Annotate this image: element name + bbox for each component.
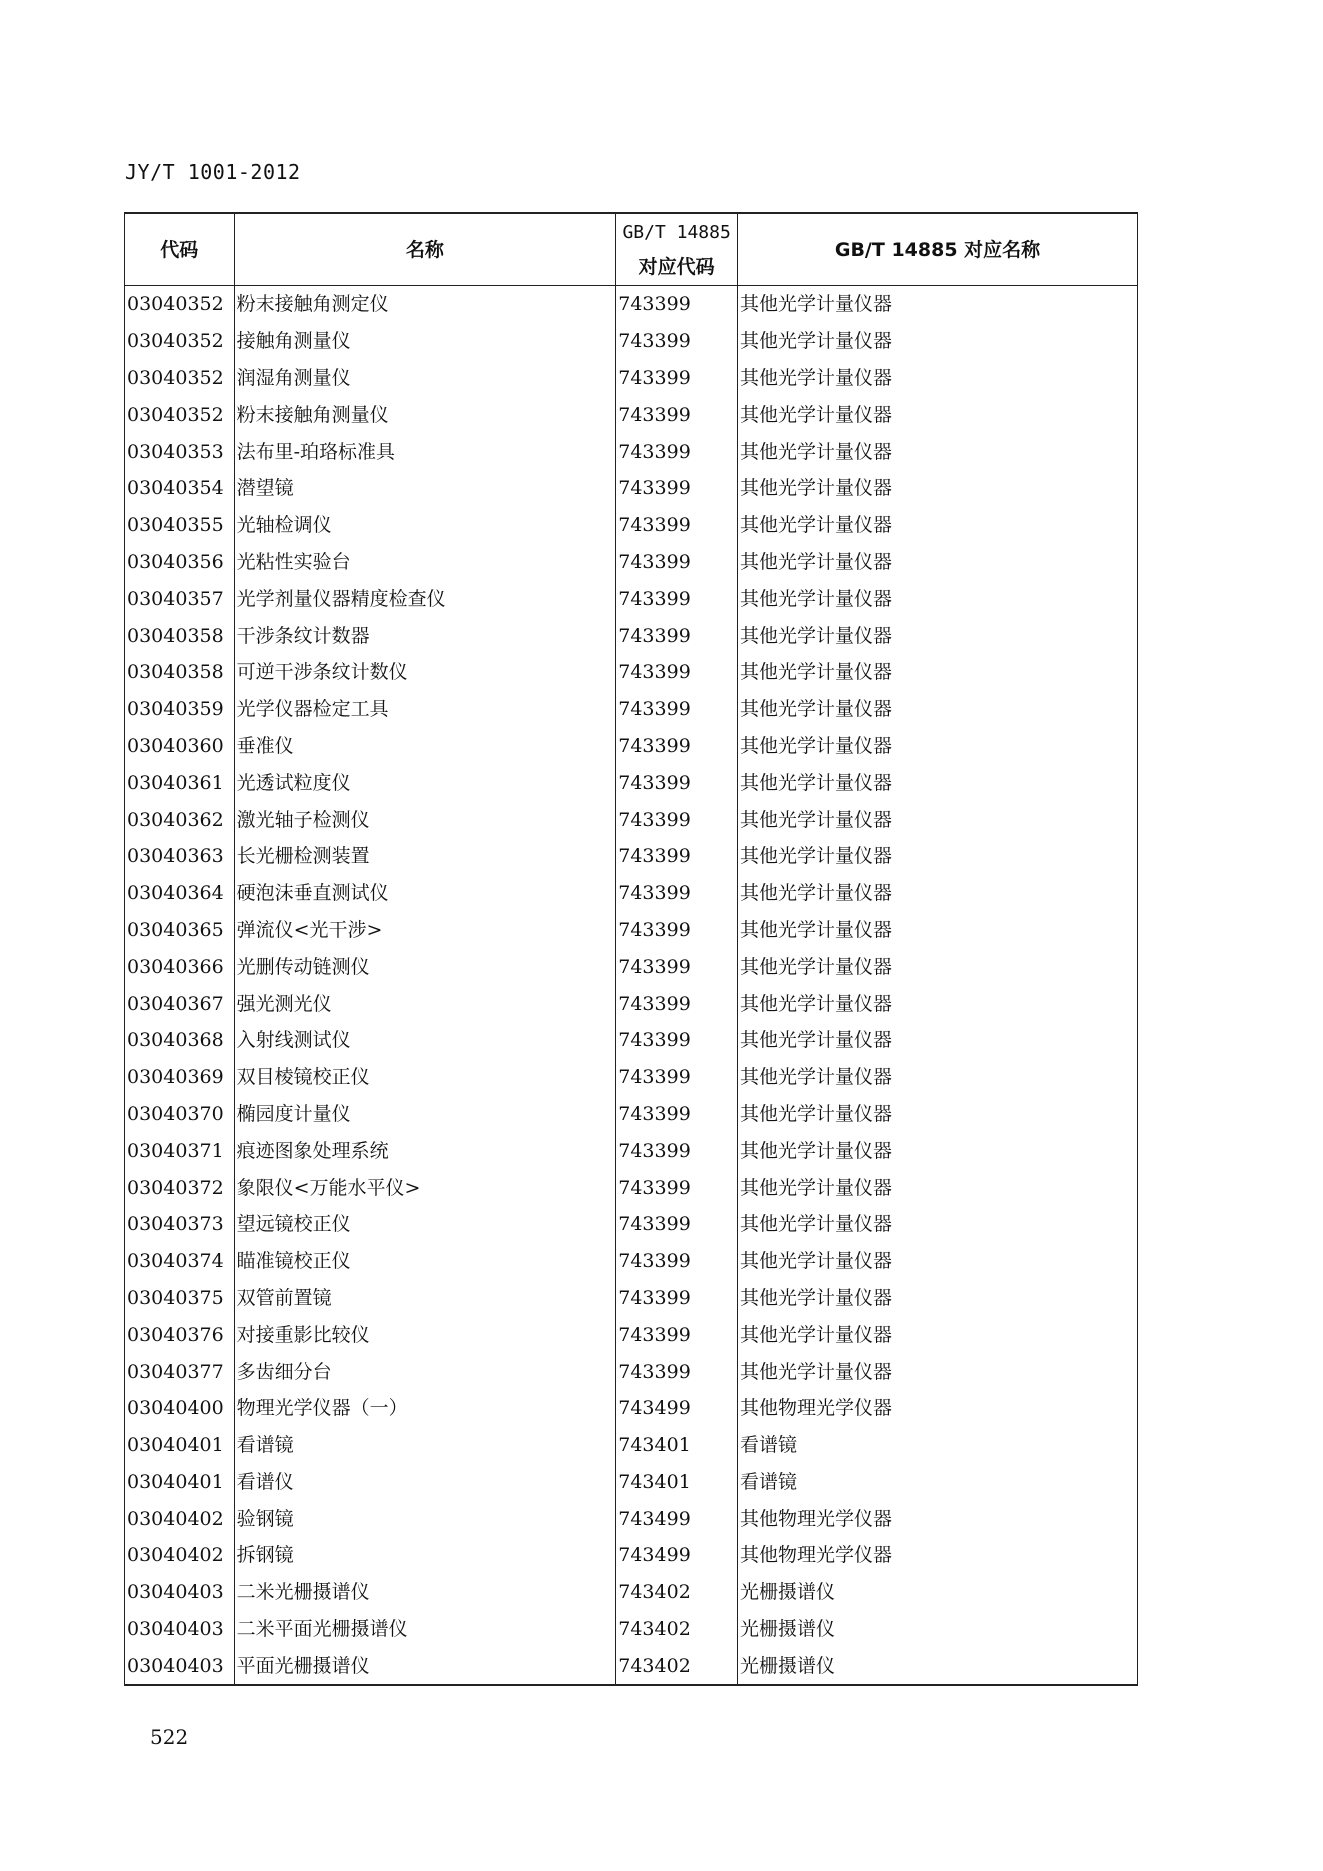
table-row [125,617,1138,654]
cell-code: 03040402 [125,1537,235,1574]
table-row [125,1390,1138,1427]
cell-name: 光粘性实验台 [234,544,616,581]
table-row [125,286,1138,323]
cell-gb-code: 743399 [616,948,738,985]
table-row [125,912,1138,949]
table-row [125,1537,1138,1574]
table-row [125,838,1138,875]
cell-code: 03040367 [125,985,235,1022]
cell-gb-code: 743399 [616,1132,738,1169]
cell-name: 拆钢镜 [234,1537,616,1574]
cell-gb-code: 743499 [616,1390,738,1427]
cell-name: 瞄准镜校正仪 [234,1243,616,1280]
cell-gb-name: 其他光学计量仪器 [738,948,1138,985]
cell-code: 03040372 [125,1169,235,1206]
cell-gb-code: 743399 [616,875,738,912]
table-row [125,1316,1138,1353]
cell-gb-name: 其他光学计量仪器 [738,1353,1138,1390]
cell-gb-code: 743399 [616,433,738,470]
cell-code: 03040403 [125,1611,235,1648]
cell-gb-code: 743399 [616,691,738,728]
document-header: JY/T 1001-2012 [125,160,301,184]
cell-name: 看谱镜 [234,1427,616,1464]
cell-gb-name: 其他光学计量仪器 [738,544,1138,581]
cell-code: 03040352 [125,323,235,360]
cell-name: 椭园度计量仪 [234,1096,616,1133]
cell-code: 03040354 [125,470,235,507]
cell-name: 垂准仪 [234,728,616,765]
cell-name: 望远镜校正仪 [234,1206,616,1243]
cell-gb-name: 其他光学计量仪器 [738,1096,1138,1133]
cell-gb-name: 其他光学计量仪器 [738,1132,1138,1169]
cell-gb-code: 743402 [616,1647,738,1685]
table-header-row [125,213,1138,286]
cell-gb-code: 743399 [616,360,738,397]
table-row [125,985,1138,1022]
cell-gb-name: 其他光学计量仪器 [738,1169,1138,1206]
cell-gb-code: 743499 [616,1537,738,1574]
cell-gb-code: 743399 [616,1096,738,1133]
table-row [125,1353,1138,1390]
table-row [125,1096,1138,1133]
table-row [125,544,1138,581]
cell-gb-code: 743399 [616,507,738,544]
cell-name: 物理光学仪器（一） [234,1390,616,1427]
column-header-gb-name: GB/T 14885 对应名称 [738,213,1138,286]
cell-gb-code: 743399 [616,728,738,765]
cell-name: 象限仪<万能水平仪> [234,1169,616,1206]
cell-code: 03040401 [125,1427,235,1464]
cell-gb-name: 其他光学计量仪器 [738,728,1138,765]
cell-name: 双管前置镜 [234,1280,616,1317]
cell-gb-name: 其他光学计量仪器 [738,654,1138,691]
cell-gb-name: 其他光学计量仪器 [738,801,1138,838]
table-row [125,801,1138,838]
cell-code: 03040358 [125,654,235,691]
cell-gb-code: 743399 [616,396,738,433]
cell-gb-code: 743399 [616,1206,738,1243]
cell-code: 03040360 [125,728,235,765]
cell-gb-code: 743399 [616,580,738,617]
cell-name: 平面光栅摄谱仪 [234,1647,616,1685]
cell-gb-name: 其他物理光学仪器 [738,1537,1138,1574]
table-row [125,654,1138,691]
cell-gb-code: 743402 [616,1574,738,1611]
cell-gb-name: 其他物理光学仪器 [738,1390,1138,1427]
cell-gb-code: 743399 [616,985,738,1022]
cell-name: 对接重影比较仪 [234,1316,616,1353]
cell-code: 03040357 [125,580,235,617]
cell-name: 光学剂量仪器精度检查仪 [234,580,616,617]
table-row [125,507,1138,544]
cell-name: 可逆干涉条纹计数仪 [234,654,616,691]
cell-name: 看谱仪 [234,1464,616,1501]
cell-gb-name: 看谱镜 [738,1427,1138,1464]
cell-name: 强光测光仪 [234,985,616,1022]
cell-name: 多齿细分台 [234,1353,616,1390]
cell-gb-name: 其他光学计量仪器 [738,1280,1138,1317]
cell-name: 验钢镜 [234,1500,616,1537]
cell-gb-code: 743399 [616,654,738,691]
cell-code: 03040362 [125,801,235,838]
cell-gb-name: 其他光学计量仪器 [738,323,1138,360]
cell-name: 双目棱镜校正仪 [234,1059,616,1096]
cell-gb-code: 743399 [616,1169,738,1206]
table-row [125,1059,1138,1096]
cell-gb-name: 光栅摄谱仪 [738,1574,1138,1611]
cell-gb-name: 其他光学计量仪器 [738,580,1138,617]
cell-gb-code: 743401 [616,1427,738,1464]
cell-name: 光轴检调仪 [234,507,616,544]
cell-code: 03040400 [125,1390,235,1427]
cell-gb-name: 光栅摄谱仪 [738,1611,1138,1648]
cell-gb-code: 743399 [616,1022,738,1059]
cell-gb-name: 其他光学计量仪器 [738,396,1138,433]
cell-gb-name: 其他物理光学仪器 [738,1500,1138,1537]
cell-name: 激光轴子检测仪 [234,801,616,838]
cell-gb-name: 其他光学计量仪器 [738,875,1138,912]
cell-code: 03040352 [125,396,235,433]
cell-name: 硬泡沫垂直测试仪 [234,875,616,912]
table-row [125,396,1138,433]
cell-name: 长光栅检测装置 [234,838,616,875]
cell-name: 光透试粒度仪 [234,764,616,801]
cell-gb-name: 其他光学计量仪器 [738,691,1138,728]
cell-gb-name: 其他光学计量仪器 [738,507,1138,544]
table-row [125,1169,1138,1206]
cell-name: 痕迹图象处理系统 [234,1132,616,1169]
column-header-code: 代码 [125,213,235,286]
cell-code: 03040359 [125,691,235,728]
cell-code: 03040376 [125,1316,235,1353]
cell-code: 03040365 [125,912,235,949]
cell-name: 潜望镜 [234,470,616,507]
cell-gb-name: 其他光学计量仪器 [738,1022,1138,1059]
cell-gb-code: 743401 [616,1464,738,1501]
cell-code: 03040402 [125,1500,235,1537]
table-row [125,433,1138,470]
cell-code: 03040370 [125,1096,235,1133]
table-row [125,470,1138,507]
cell-code: 03040355 [125,507,235,544]
cell-gb-name: 其他光学计量仪器 [738,1316,1138,1353]
cell-gb-code: 743399 [616,1353,738,1390]
cell-gb-code: 743399 [616,1280,738,1317]
table-row [125,1464,1138,1501]
page-number: 522 [150,1725,189,1749]
cell-name: 粉末接触角测量仪 [234,396,616,433]
column-header-gb-code [616,213,738,286]
cell-gb-name: 光栅摄谱仪 [738,1647,1138,1685]
cell-gb-name: 其他光学计量仪器 [738,617,1138,654]
cell-gb-name: 其他光学计量仪器 [738,1243,1138,1280]
cell-code: 03040364 [125,875,235,912]
cell-name: 二米光栅摄谱仪 [234,1574,616,1611]
table-row [125,1611,1138,1648]
cell-name: 弹流仪<光干涉> [234,912,616,949]
cell-gb-code: 743402 [616,1611,738,1648]
table-row [125,1280,1138,1317]
table-row [125,875,1138,912]
table-row [125,1647,1138,1685]
cell-gb-name: 其他光学计量仪器 [738,838,1138,875]
cell-gb-code: 743399 [616,801,738,838]
cell-code: 03040368 [125,1022,235,1059]
table-row [125,691,1138,728]
cell-code: 03040361 [125,764,235,801]
table-row [125,1574,1138,1611]
gb-code-header-line1: GB/T 14885 [622,221,731,243]
cell-name: 润湿角测量仪 [234,360,616,397]
cell-gb-name: 其他光学计量仪器 [738,433,1138,470]
cell-gb-code: 743399 [616,1059,738,1096]
column-header-name: 名称 [234,213,616,286]
cell-code: 03040371 [125,1132,235,1169]
cell-name: 入射线测试仪 [234,1022,616,1059]
cell-gb-code: 743399 [616,286,738,323]
cell-code: 03040352 [125,286,235,323]
cell-code: 03040356 [125,544,235,581]
cell-gb-code: 743399 [616,912,738,949]
cell-name: 二米平面光栅摄谱仪 [234,1611,616,1648]
cell-gb-name: 其他光学计量仪器 [738,1059,1138,1096]
cell-code: 03040403 [125,1647,235,1685]
table-body [125,286,1138,1686]
cell-gb-code: 743499 [616,1500,738,1537]
cell-code: 03040353 [125,433,235,470]
cell-code: 03040366 [125,948,235,985]
table-row [125,728,1138,765]
table-row [125,1427,1138,1464]
cell-gb-code: 743399 [616,544,738,581]
cell-name: 粉末接触角测定仪 [234,286,616,323]
cell-code: 03040374 [125,1243,235,1280]
code-mapping-table [124,212,1138,1686]
table-row [125,1022,1138,1059]
cell-gb-code: 743399 [616,617,738,654]
table-row [125,580,1138,617]
table-row [125,360,1138,397]
cell-code: 03040403 [125,1574,235,1611]
table-row [125,1243,1138,1280]
cell-gb-name: 其他光学计量仪器 [738,764,1138,801]
cell-code: 03040375 [125,1280,235,1317]
cell-code: 03040358 [125,617,235,654]
cell-gb-code: 743399 [616,764,738,801]
table-row [125,1132,1138,1169]
cell-gb-code: 743399 [616,838,738,875]
cell-gb-name: 其他光学计量仪器 [738,985,1138,1022]
cell-gb-code: 743399 [616,470,738,507]
cell-gb-name: 看谱镜 [738,1464,1138,1501]
cell-gb-code: 743399 [616,323,738,360]
cell-gb-name: 其他光学计量仪器 [738,912,1138,949]
cell-code: 03040377 [125,1353,235,1390]
cell-gb-code: 743399 [616,1316,738,1353]
cell-name: 光删传动链测仪 [234,948,616,985]
cell-code: 03040352 [125,360,235,397]
cell-code: 03040373 [125,1206,235,1243]
table-row [125,764,1138,801]
cell-gb-code: 743399 [616,1243,738,1280]
cell-code: 03040363 [125,838,235,875]
cell-gb-name: 其他光学计量仪器 [738,286,1138,323]
cell-name: 法布里-珀珞标准具 [234,433,616,470]
cell-gb-name: 其他光学计量仪器 [738,470,1138,507]
cell-gb-name: 其他光学计量仪器 [738,360,1138,397]
table-row [125,1500,1138,1537]
table-row [125,323,1138,360]
cell-code: 03040401 [125,1464,235,1501]
cell-name: 干涉条纹计数器 [234,617,616,654]
cell-gb-name: 其他光学计量仪器 [738,1206,1138,1243]
cell-name: 接触角测量仪 [234,323,616,360]
table-row [125,948,1138,985]
gb-code-header-line2: 对应代码 [638,255,715,278]
cell-code: 03040369 [125,1059,235,1096]
cell-name: 光学仪器检定工具 [234,691,616,728]
table-row [125,1206,1138,1243]
